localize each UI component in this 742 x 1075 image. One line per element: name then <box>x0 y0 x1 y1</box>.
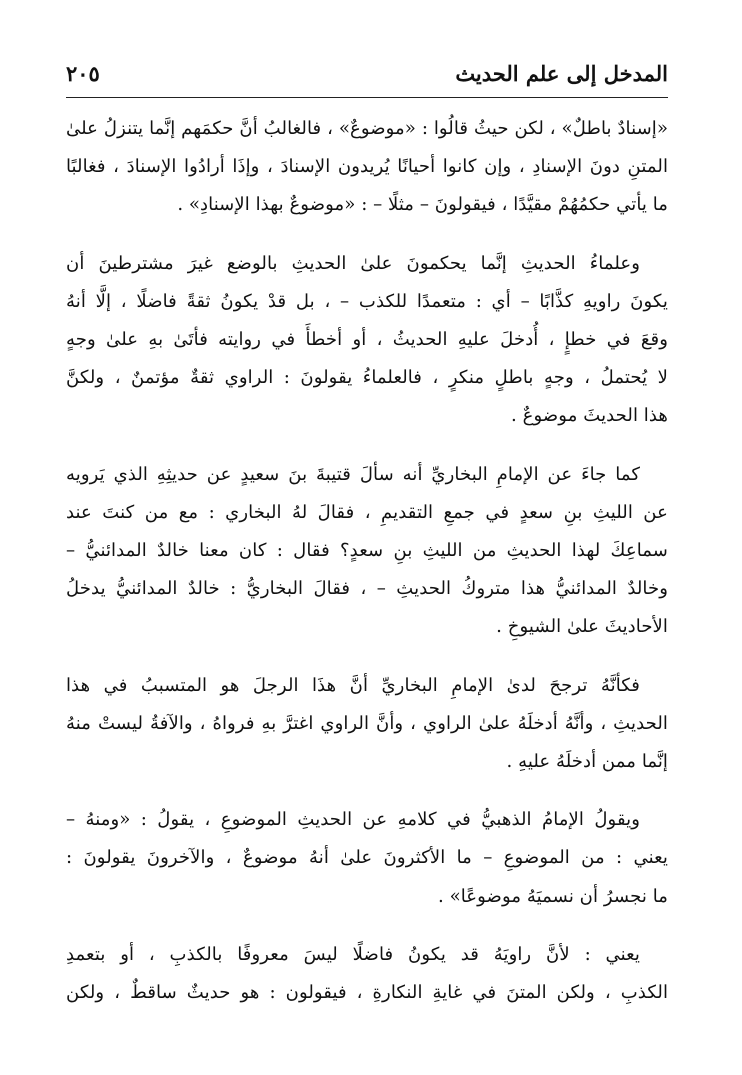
text-line: وقعَ في خطإٍ ، أُدخلَ عليهِ الحديثُ ، أو أخطأَ في روايته فأتَىٰ بهِ علىٰ وجهٍ <box>66 329 668 351</box>
text-line: وخالدٌ المدائنيُّ هذا متروكُ الحديثِ – ، فقالَ البخاريُّ : خالدٌ المدائنيُّ يدخلُ <box>66 578 668 600</box>
text-line: وعلماءُ الحديثِ إنَّما يحكمونَ علىٰ الحديثِ بالوضع غيرَ مشترطينَ أن <box>66 252 640 274</box>
paragraph-3 <box>66 456 668 647</box>
text-line: إنَّما ممن أدخلَهُ عليهِ . <box>506 751 668 773</box>
paragraph-4 <box>66 667 668 782</box>
paragraph-1 <box>66 110 668 225</box>
text-line: كما جاءَ عن الإمامِ البخاريِّ أنه سألَ قتيبةَ بنَ سعيدٍ عن حديثِهِ الذي يَرويه <box>66 463 640 485</box>
text-line: لا يُحتملُ ، وجهٍ باطلٍ منكرٍ ، فالعلماءُ يقولونَ : الراوي ثقةٌ مؤتمنٌ ، ولكنَّ <box>66 367 668 389</box>
text-line: يعني : من الموضوعِ – ما الأكثرونَ علىٰ أنهُ موضوعٌ ، والآخرونَ يقولونَ : <box>66 847 668 869</box>
text-line: الحديثِ ، وأنَّهُ أدخلَهُ علىٰ الراوي ، وأنَّ الراوي اغترَّ بهِ فرواهُ ، والآفةُ ليستْ منهُ <box>66 712 668 734</box>
text-line: ويقولُ الإمامُ الذهبيُّ في كلامهِ عن الحديثِ الموضوعِ ، يقولُ : «ومنهُ – <box>66 809 640 831</box>
text-line: يكونَ راويهِ كذَّابًا – أي : متعمدًا للكذب – ، بل قدْ يكونُ ثقةً فاضلًا ، إلَّا أنهُ <box>66 290 668 312</box>
page-number: ٢٠٥ <box>66 61 100 86</box>
paragraph-6 <box>66 936 668 1012</box>
text-line: «إسنادٌ باطلٌ» ، لكن حيثُ قالُوا : «موضوعٌ» ، فالغالبُ أنَّ حكمَهم إنَّما يتنزلُ علىٰ <box>66 118 668 139</box>
text-line: الأحاديثَ علىٰ الشيوخِ . <box>496 616 668 638</box>
text-line: عن الليثِ بنِ سعدٍ في جمعِ التقديمِ ، فقالَ لهُ البخاري : مع من كنتَ عند <box>66 501 668 523</box>
text-line: ما نجسرُ أن نسميَهُ موضوعًا» . <box>438 885 668 907</box>
paragraph-5 <box>66 801 668 916</box>
page-body <box>66 110 668 1032</box>
text-line: سماعِكَ لهذا الحديثِ من الليثِ بنِ سعدٍ؟ فقال : كان معنا خالدٌ المدائنيُّ – <box>66 540 668 562</box>
text-line: هذا الحديثَ موضوعٌ . <box>511 405 668 427</box>
text-line: الكذبِ ، ولكن المتنَ في غايةِ النكارةِ ، فيقولون : هو حديثٌ ساقطٌ ، ولكن <box>66 982 668 1004</box>
text-line: ما يأتي حكمُهُمْ مقيَّدًا ، فيقولونَ – مثلًا – : «موضوعٌ بهذا الإسنادِ» . <box>177 194 668 216</box>
text-line: فكأنَّهُ ترجحَ لدىٰ الإمامِ البخاريِّ أنَّ هذَا الرجلَ هو المتسببُ في هذا <box>66 674 640 696</box>
text-line: يعني : لأنَّ راويَهُ قد يكونُ فاضلًا ليسَ معروفًا بالكذبِ ، أو بتعمدِ <box>66 943 640 965</box>
page-header <box>66 56 668 96</box>
text-line: المتنِ دونَ الإسنادِ ، وإن كانوا أحيانًا يُريدون الإسنادَ ، وإذَا أرادُوا الإسنادَ ، فغالبًا <box>66 156 668 178</box>
paragraph-2 <box>66 245 668 436</box>
running-title: المدخل إلى علم الحديث <box>455 61 668 86</box>
header-divider <box>66 97 668 98</box>
